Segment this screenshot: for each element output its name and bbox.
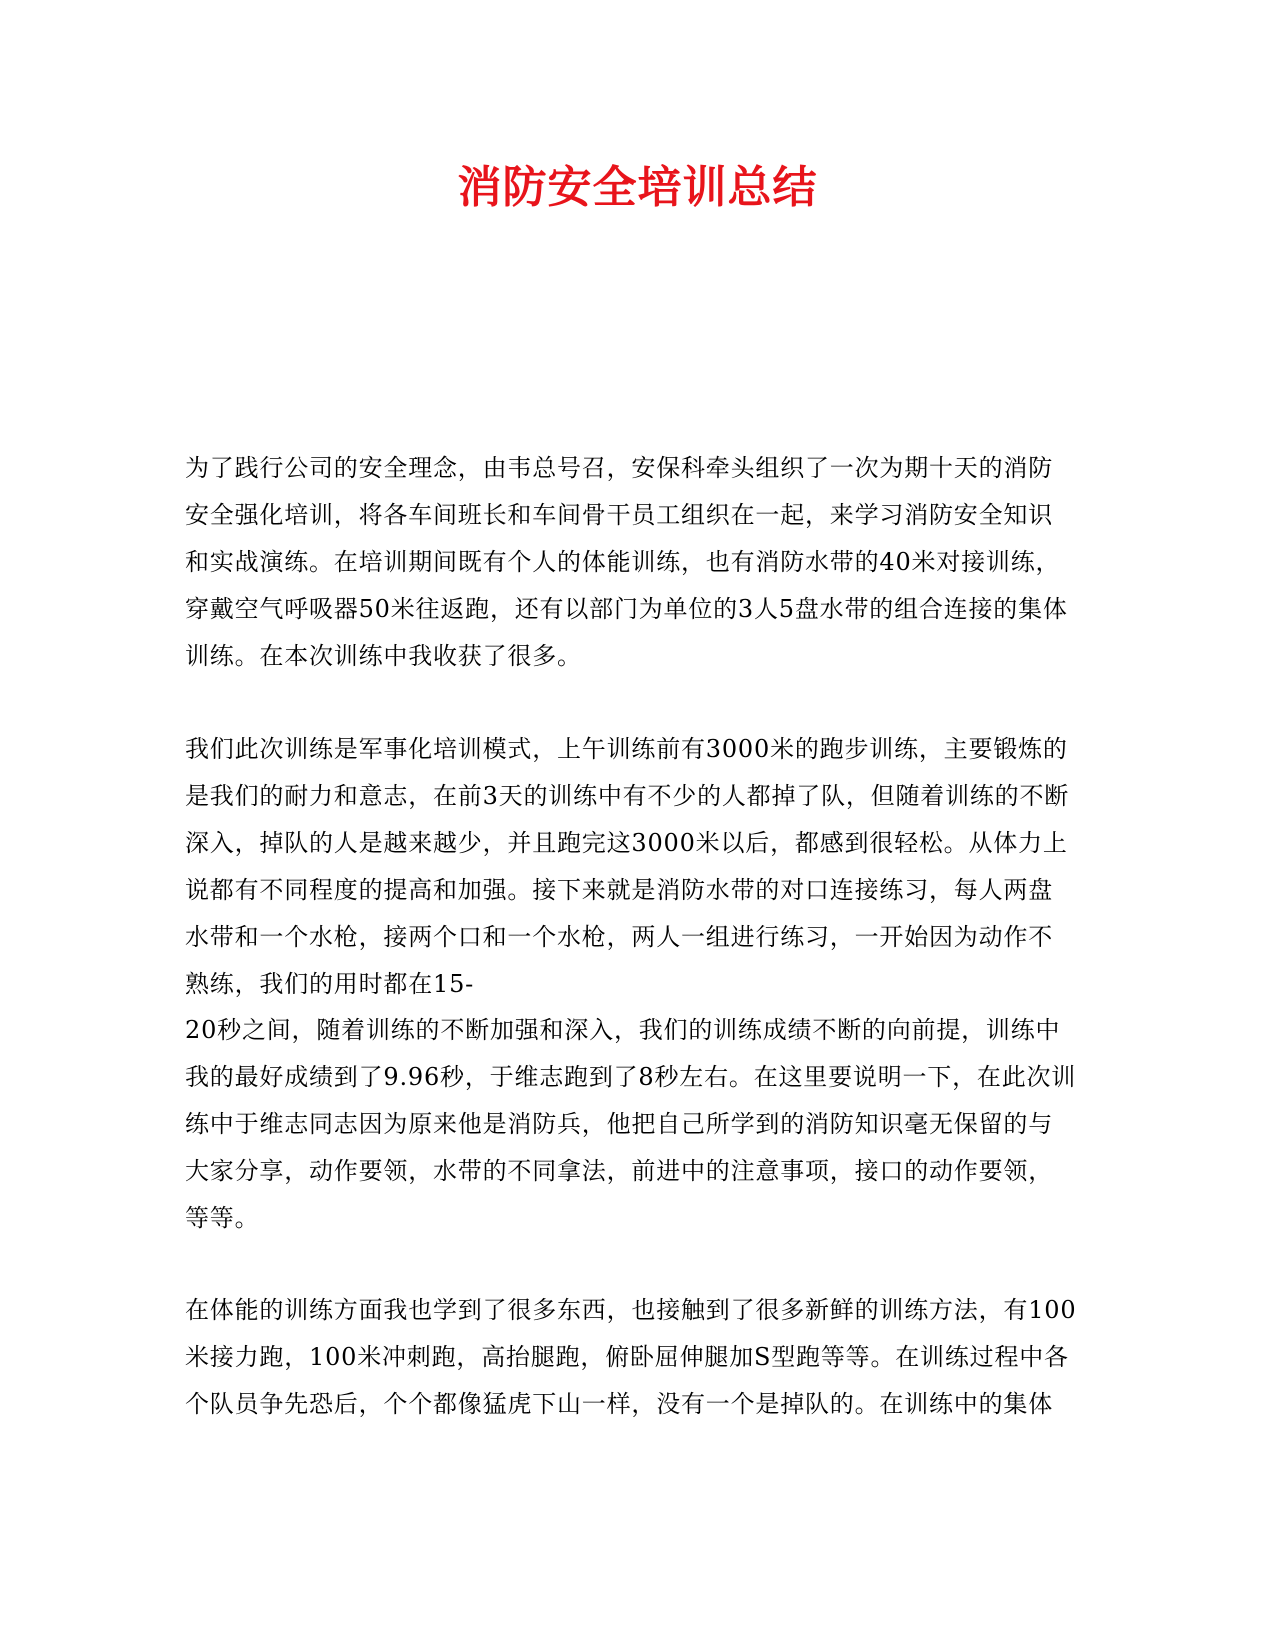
text-line: 训练。在本次训练中我收获了很多。 xyxy=(185,642,582,670)
document-title: 消防安全培训总结 xyxy=(457,162,818,213)
text-line: 和实战演练。在培训期间既有个人的体能训练，也有消防水带的40米对接训练， xyxy=(185,548,1061,576)
text-line: 个队员争先恐后，个个都像猛虎下山一样，没有一个是掉队的。在训练中的集体 xyxy=(185,1390,1053,1418)
text-line: 大家分享，动作要领，水带的不同拿法，前进中的注意事项，接口的动作要领， xyxy=(185,1157,1053,1185)
text-line: 等等。 xyxy=(185,1204,260,1232)
text-line: 米接力跑，100米冲刺跑，高抬腿跑，俯卧屈伸腿加S型跑等等。在训练过程中各 xyxy=(185,1343,1069,1371)
text-line: 练中于维志同志因为原来他是消防兵，他把自己所学到的消防知识毫无保留的与 xyxy=(185,1110,1053,1138)
text-line: 穿戴空气呼吸器50米往返跑，还有以部门为单位的3人5盘水带的组合连接的集体 xyxy=(185,595,1068,623)
text-line: 说都有不同程度的提高和加强。接下来就是消防水带的对口连接练习，每人两盘 xyxy=(185,876,1053,904)
text-line: 20秒之间，随着训练的不断加强和深入，我们的训练成绩不断的向前提，训练中 xyxy=(185,1016,1061,1044)
text-line: 我的最好成绩到了9.96秒，于维志跑到了8秒左右。在这里要说明一下，在此次训 xyxy=(185,1063,1077,1091)
text-line: 安全强化培训，将各车间班长和车间骨干员工组织在一起，来学习消防安全知识 xyxy=(185,501,1053,529)
text-line: 水带和一个水枪，接两个口和一个水枪，两人一组进行练习，一开始因为动作不 xyxy=(185,923,1053,951)
text-line: 我们此次训练是军事化培训模式，上午训练前有3000米的跑步训练，主要锻炼的 xyxy=(185,735,1068,763)
text-line: 是我们的耐力和意志，在前3天的训练中有不少的人都掉了队，但随着训练的不断 xyxy=(185,782,1070,810)
text-line: 在体能的训练方面我也学到了很多东西，也接触到了很多新鲜的训练方法，有100 xyxy=(185,1296,1077,1324)
text-line: 熟练，我们的用时都在15- xyxy=(185,970,475,998)
text-line: 深入，掉队的人是越来越少，并且跑完这3000米以后，都感到很轻松。从体力上 xyxy=(185,829,1068,857)
text-line: 为了践行公司的安全理念，由韦总号召，安保科牵头组织了一次为期十天的消防 xyxy=(185,454,1053,482)
